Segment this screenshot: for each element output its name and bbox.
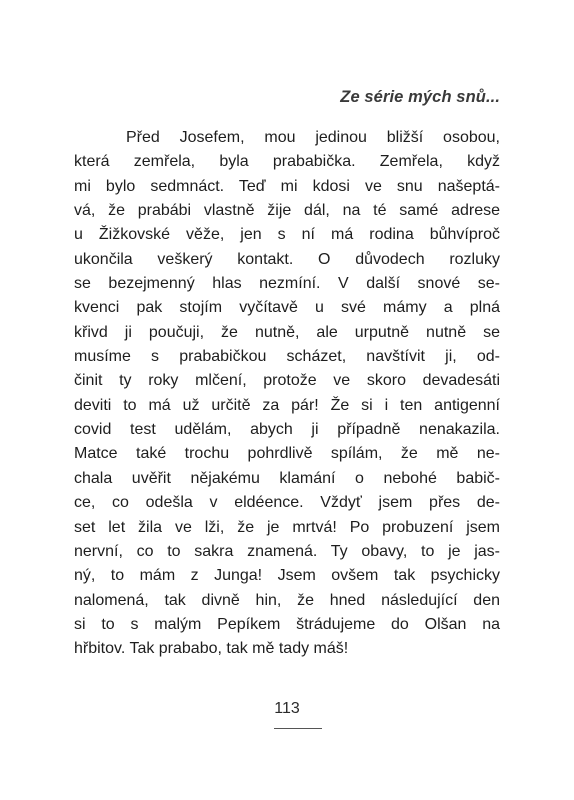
paragraph-line: křivd ji poučuji, že nutně, ale urputně nutně se	[74, 323, 500, 341]
paragraph-line: Před Josefem, mou jedinou bližší osobou,	[126, 129, 500, 146]
paragraph-line: nalomená, tak divně hin, že hned následující den	[74, 591, 500, 609]
paragraph-line: nervní, co to sakra znamená. Ty obavy, to je jas-	[74, 542, 500, 560]
paragraph-line: deviti to má už určitě za pár! Že si i ten antigenní	[74, 396, 500, 414]
paragraph-line: Matce také trochu pohrdlivě spílám, že mě ne-	[74, 445, 500, 463]
paragraph-line: činit ty roky mlčení, protože ve skoro devadesáti	[74, 372, 500, 390]
paragraph-line: hřbitov. Tak prababo, tak mě tady máš!	[74, 640, 349, 658]
paragraph-line: se bezejmenný hlas nezmíní. V další snové se-	[74, 275, 500, 293]
paragraph-line: u Žižkovské věže, jen s ní má rodina bůhvíproč	[74, 226, 500, 244]
paragraph-line: covid test udělám, abych ji případně nenakazila.	[74, 421, 500, 439]
paragraph-line: ukončila veškerý kontakt. O důvodech rozluky	[74, 250, 500, 268]
paragraph-line: musíme s prababičkou scházet, navštívit ji, od-	[74, 348, 500, 366]
paragraph-line: si to s malým Pepíkem štrádujeme do Olšan na	[74, 615, 500, 633]
paragraph-line: set let žila ve lži, že je mrtvá! Po probuzení jsem	[74, 518, 500, 536]
paragraph	[74, 126, 500, 662]
paragraph-line: která zemřela, byla prababička. Zemřela, když	[74, 153, 500, 171]
page-number-rule	[274, 728, 322, 729]
paragraph-line: ce, co odešla v eldéence. Vždyť jsem přes de-	[74, 494, 500, 512]
page-number: 113	[274, 700, 300, 717]
paragraph-line: ný, to mám z Junga! Jsem ovšem tak psychicky	[74, 567, 500, 585]
paragraph-line: chala uvěřit nějakému klamání o nebohé babič-	[74, 469, 500, 487]
paragraph-line: vá, že prabábi vlastně žije dál, na té samé adrese	[74, 202, 500, 220]
paragraph-line: mi bylo sedmnáct. Teď mi kdosi ve snu našeptá-	[74, 177, 500, 195]
paragraph-line: kvenci pak stojím vyčítavě u své mámy a plná	[74, 299, 500, 317]
section-heading: Ze série mých snů...	[340, 88, 500, 106]
